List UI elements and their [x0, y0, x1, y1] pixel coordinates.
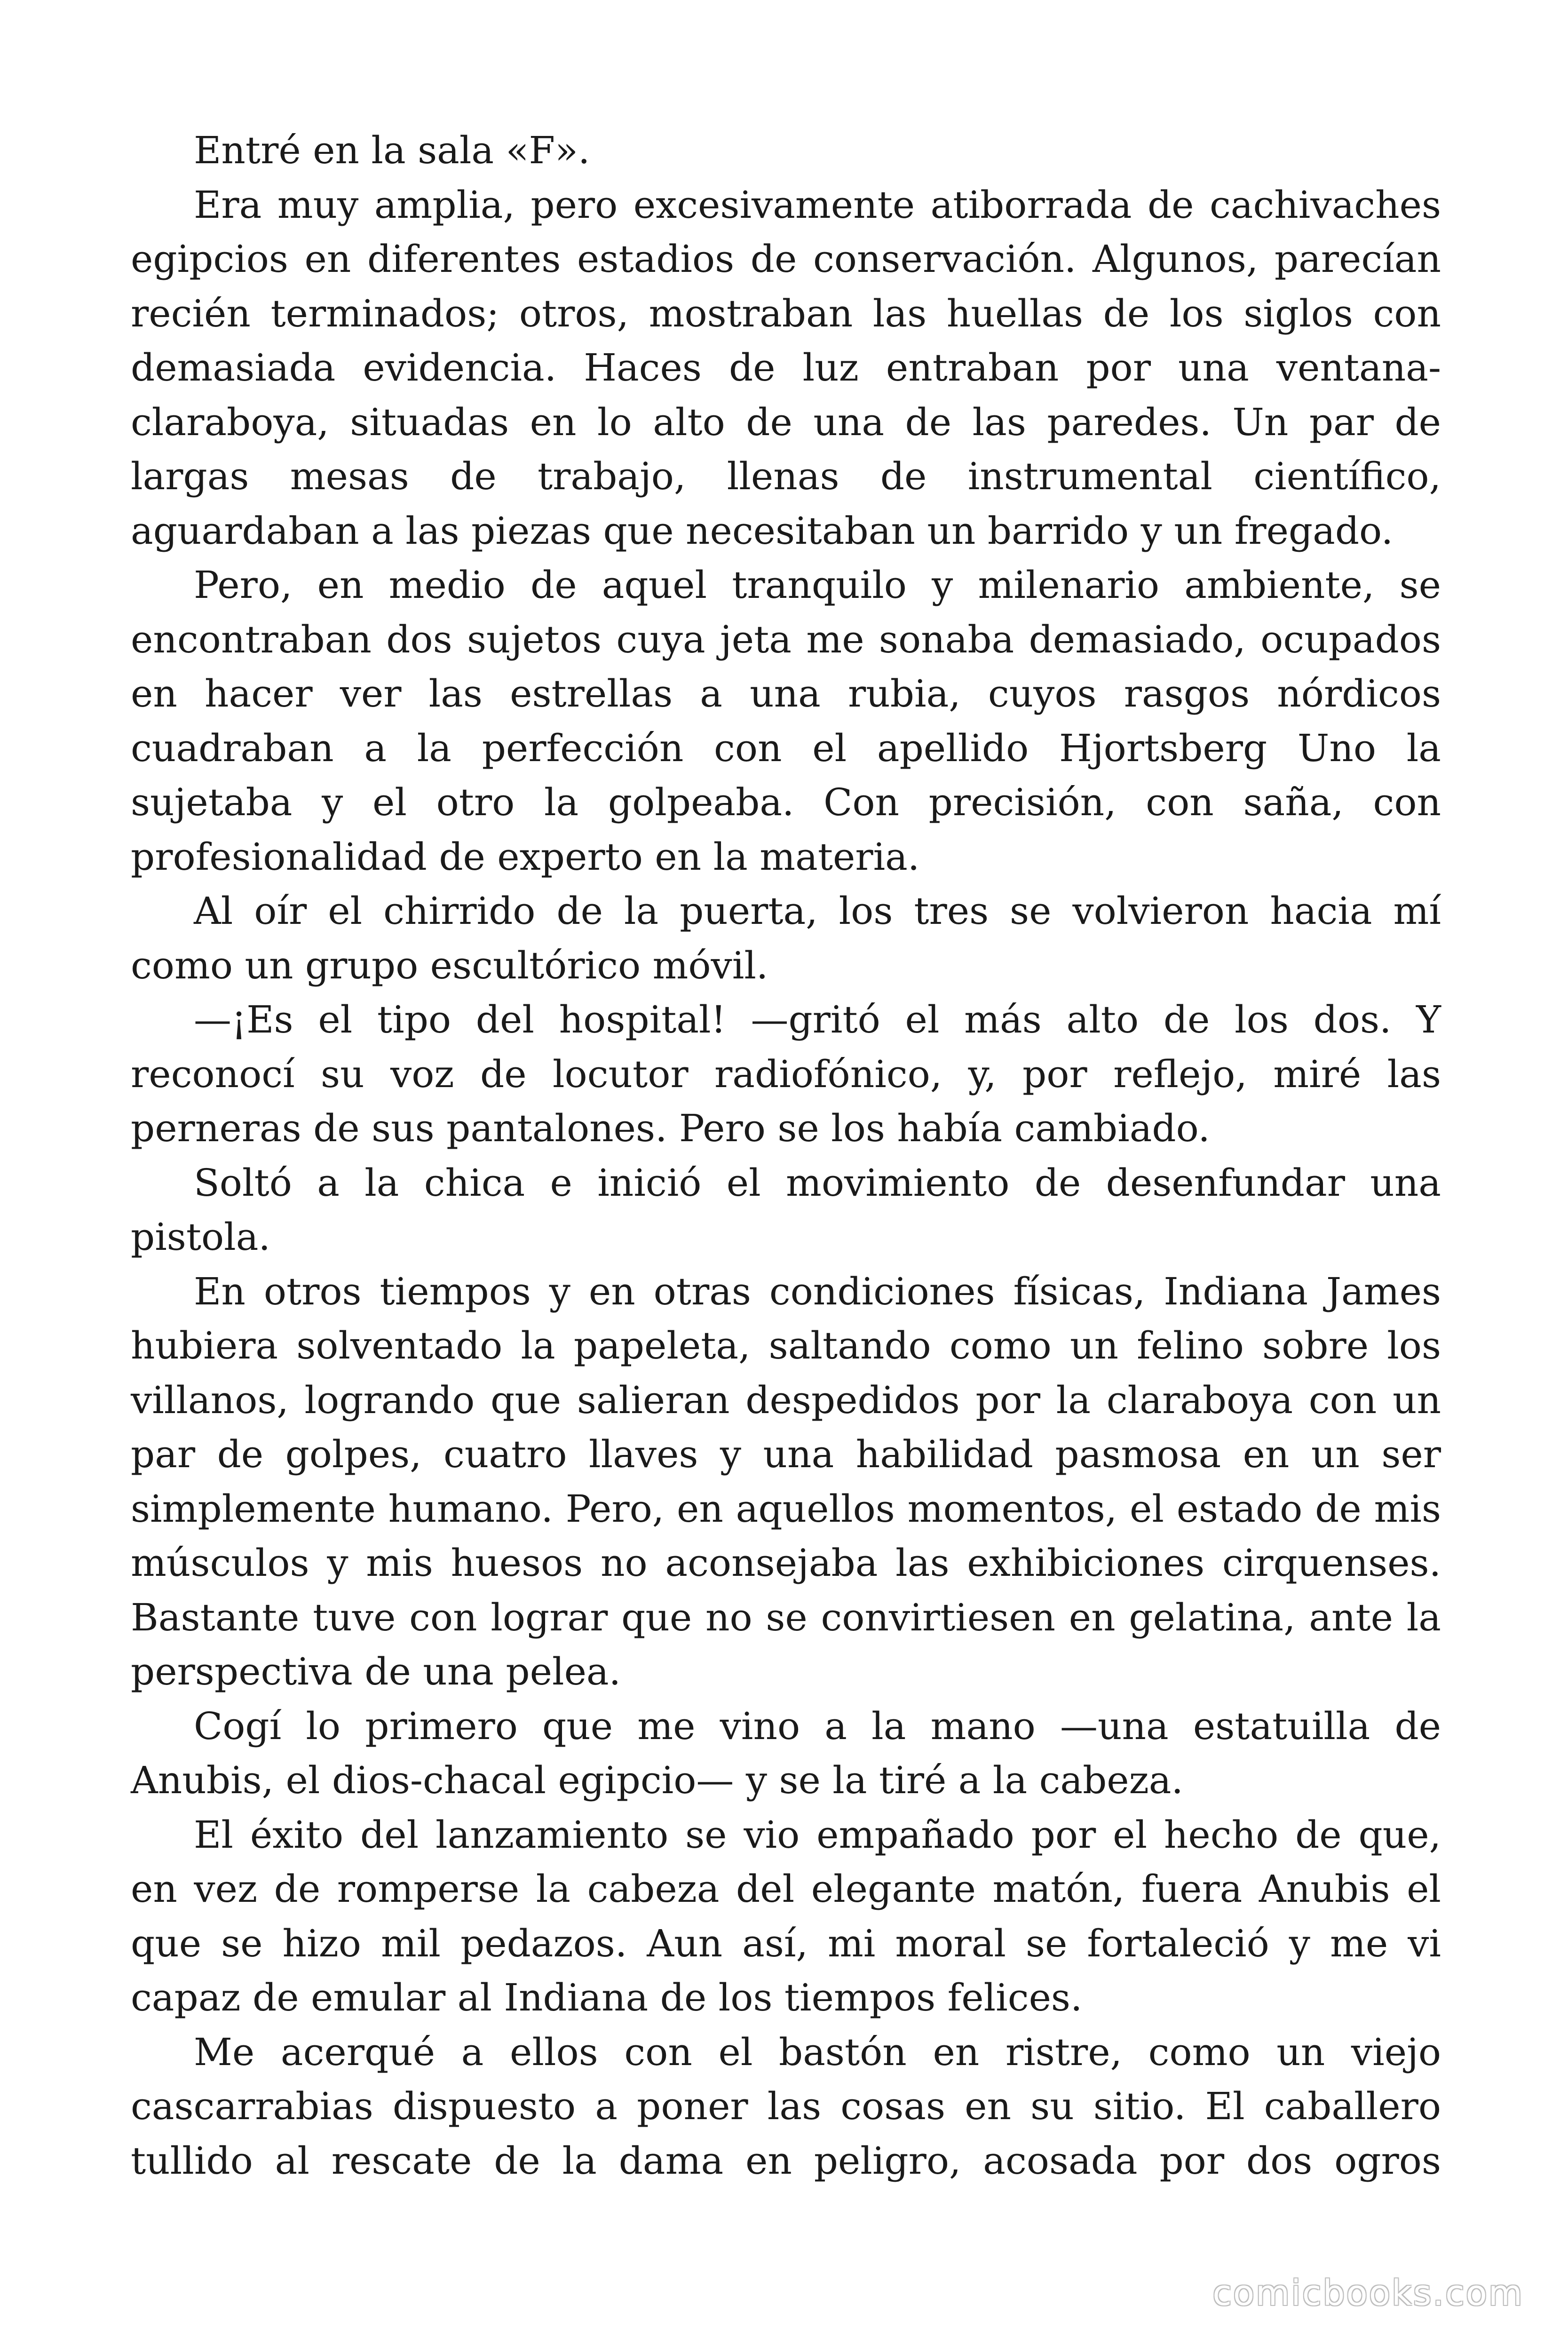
paragraph-2: Era muy amplia, pero excesivamente atiborrada de cachivaches egipcios en diferentes estadios de conservación. Algunos, parecían recién terminados; otros, mostraban las huellas de los siglos con demasiada evidencia. Haces de luz entraban por una ventana-claraboya, situadas en lo alto de una de las paredes. Un par de largas mesas de trabajo, llenas de instrumental científico, aguardaban a las piezas que necesitaban un barrido y un fregado. [131, 183, 1441, 553]
page-body [131, 123, 1441, 2188]
paragraph-4: Al oír el chirrido de la puerta, los tres se volvieron hacia mí como un grupo escultórico móvil. [131, 889, 1441, 987]
paragraph-5: —¡Es el tipo del hospital! —gritó el más alto de los dos. Y reconocí su voz de locutor radiofónico, y, por reflejo, miré las perneras de sus pantalones. Pero se los había cambiado. [131, 998, 1441, 1150]
watermark-text: comicbooks.com [1212, 2273, 1524, 2313]
paragraph-3: Pero, en medio de aquel tranquilo y milenario ambiente, se encontraban dos sujetos cuya jeta me sonaba demasiado, ocupados en hacer ver las estrellas a una rubia, cuyos rasgos nórdicos cuadraban a la perfección con el apellido Hjortsberg Uno la sujetaba y el otro la golpeaba. Con precisión, con saña, con profesionalidad de experto en la materia. [131, 563, 1441, 879]
paragraph-9: El éxito del lanzamiento se vio empañado por el hecho de que, en vez de romperse la cabeza del elegante matón, fuera Anubis el que se hizo mil pedazos. Aun así, mi moral se fortaleció y me vi capaz de emular al Indiana de los tiempos felices. [131, 1812, 1441, 2019]
paragraph-7: En otros tiempos y en otras condiciones físicas, Indiana James hubiera solventado la papeleta, saltando como un felino sobre los villanos, logrando que salieran despedidos por la claraboya con un par de golpes, cuatro llaves y una habilidad pasmosa en un ser simplemente humano. Pero, en aquellos momentos, el estado de mis músculos y mis huesos no aconsejaba las exhibiciones cirquenses. Bastante tuve con lograr que no se convirtiesen en gelatina, ante la perspectiva de una pelea. [131, 1269, 1441, 1693]
paragraph-6: Soltó a la chica e inició el movimiento de desenfundar una pistola. [131, 1160, 1441, 1259]
paragraph-10: Me acerqué a ellos con el bastón en ristre, como un viejo cascarrabias dispuesto a poner las cosas en su sitio. El caballero tullido al rescate de la dama en peligro, acosada por dos ogros [131, 2030, 1441, 2183]
paragraph-1: Entré en la sala «F». [194, 128, 590, 172]
paragraph-8: Cogí lo primero que me vino a la mano —una estatuilla de Anubis, el dios-chacal egipcio— y se la tiré a la cabeza. [131, 1704, 1441, 1802]
